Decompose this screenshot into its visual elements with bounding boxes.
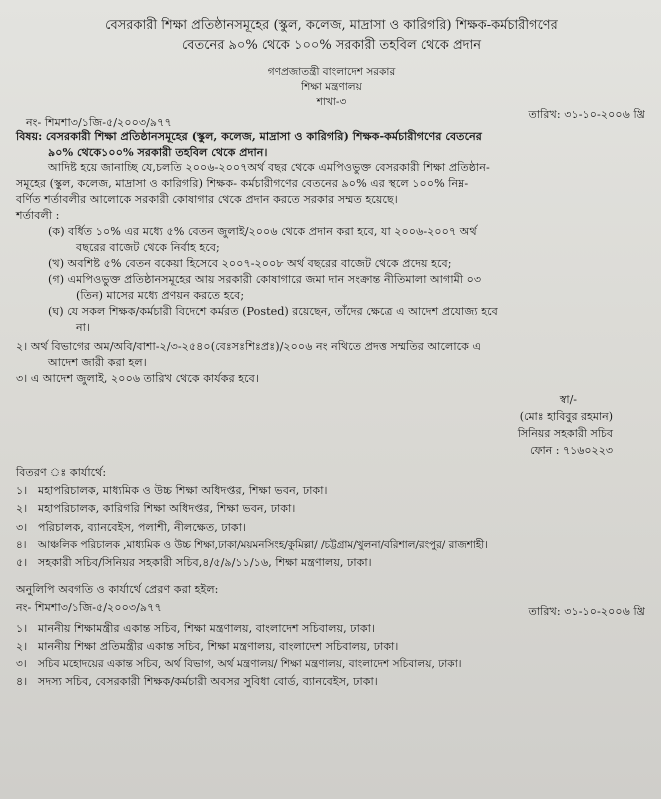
- signatory-phone: ফোন : ৭১৬০২২৩: [529, 444, 613, 458]
- heading-line-2: বেতনের ৯০% থেকে ১০০% সরকারী তহবিল থেকে প্রদান: [181, 37, 482, 53]
- memo-number: নং- শিমশা৩/১জি-৫/২০০৩/৯৭৭: [26, 115, 172, 129]
- list-item: ২। মহাপরিচালক, কারিগরি শিক্ষা অধিদপ্তর, শিক্ষা ভবন, ঢাকা।: [16, 502, 296, 516]
- heading-line-1: বেসরকারী শিক্ষা প্রতিষ্ঠানসমূহের (স্কুল, কলেজ, মাদ্রাসা ও কারিগরি) শিক্ষক-কর্মচারীগণের: [105, 18, 558, 33]
- copy-label: অনুলিপি অবগতি ও কার্যার্থে প্রেরণ করা হইল:: [16, 582, 219, 596]
- list-item: ৪। আঞ্চলিক পরিচালক ,মাধ্যমিক ও উচ্চ শিক্ষা,ঢাকা/ময়মনসিংহ/কুমিল্লা/ /চট্টগ্রাম/খুলনা/বরিশাল/রংপুর/ রাজশাহী।: [16, 538, 488, 551]
- memo-date: তারিখ: ৩১-১০-২০০৬ খ্রি: [528, 107, 645, 121]
- copy-memo-number: নং- শিমশা৩/১জি-৫/২০০৩/৯৭৭: [16, 600, 162, 614]
- office-block: [16, 65, 647, 111]
- para2-line-2: আদেশ জারী করা হল।: [48, 356, 147, 370]
- list-item: ৩। পরিচালক, ব্যানবেইস, পলাশী, নীলক্ষেত, ঢাকা।: [16, 520, 246, 534]
- copy-memo-line: [16, 598, 647, 616]
- condition-ka-line-2: বছরের বাজেট থেকে নির্বাহ হবে;: [76, 241, 220, 254]
- para1-line-3: বর্ণিত শর্তাবলীর আলোকে সরকারী কোষাগার থেকে প্রদান করতে সরকার সম্মত হয়েছে।: [16, 193, 398, 207]
- condition-ka-line-1: (ক) বর্ধিত ১০% এর মধ্যে ৫% বেতন জুলাই/২০০৬ থেকে প্রদান করা হবে, যা ২০০৬-২০০৭ অর্থ: [48, 225, 477, 239]
- conditions-label: শর্তাবলী :: [16, 209, 60, 223]
- list-item: ৩। সচিব মহোদয়ের একান্ত সচিব, অর্থ বিভাগ, অর্থ মন্ত্রণালয়/ শিক্ষা মন্ত্রণালয়, বাংলাদেশ সচিবালয়, ঢাকা।: [16, 657, 462, 670]
- para2-line-1: ২। অর্থ বিভাগের অম/অবি/বাশা-২/৩-২৫৪০(বেঃসঃশিঃপ্রঃ)/২০০৬ নং নথিতে প্রদত্ত সম্মতির আলোকে এ: [16, 340, 481, 354]
- conditions-list: [16, 224, 647, 335]
- condition-ga-line-1: (গ) এমপিওভুক্ত প্রতিষ্ঠানসমূহের আয় সরকারী কোষাগারে জমা দান সংক্রান্ত নীতিমালা আগামী ০৩: [48, 272, 482, 286]
- body-paragraph-1: [16, 160, 647, 208]
- distribution-label: বিতরণ ঃ কার্যার্থে:: [16, 466, 107, 480]
- distribution-list: [16, 482, 647, 571]
- copy-list: [16, 620, 647, 692]
- subject-block: [16, 129, 647, 161]
- memo-line: [16, 107, 647, 129]
- list-item: ১। মহাপরিচালক, মাধ্যমিক ও উচ্চ শিক্ষা অধিদপ্তর, শিক্ষা ভবন, ঢাকা।: [16, 484, 328, 498]
- signatory-name: (মোঃ হাবিবুর রহমান): [519, 410, 613, 424]
- list-item: ৫। সহকারী সচিব/সিনিয়র সহকারী সচিব,৪/৫/৯/১১/১৬, শিক্ষা মন্ত্রণালয়, ঢাকা।: [16, 555, 372, 569]
- list-item: ১। মাননীয় শিক্ষামন্ত্রীর একান্ত সচিব, শিক্ষা মন্ত্রণালয়, বাংলাদেশ সচিবালয়, ঢাকা।: [16, 621, 375, 635]
- subject-line-2: ৯০% থেকে১০০% সরকারী তহবিল থেকে প্রদান।: [48, 144, 268, 159]
- section-name: শাখা-৩: [316, 96, 347, 109]
- signature-block: [16, 391, 647, 459]
- ministry-name: শিক্ষা মন্ত্রণালয়: [301, 81, 362, 94]
- subject-line-1: বেসরকারী শিক্ষা প্রতিষ্ঠানসমূহের (স্কুল, কলেজ, মাদ্রাসা ও কারিগরি) শিক্ষক-কর্মচারীগণের বেতনের: [45, 128, 482, 143]
- condition-gha-line-2: না।: [76, 320, 90, 334]
- signatory-designation: সিনিয়র সহকারী সচিব: [517, 427, 613, 441]
- government-name: গণপ্রজাতন্ত্রী বাংলাদেশ সরকার: [267, 66, 396, 78]
- para1-line-1: আদিষ্ট হয়ে জানাচ্ছি যে,চলতি ২০০৬-২০০৭অর্থ বছর থেকে এমপিওভুক্ত বেসরকারী শিক্ষা প্রতিষ্ঠান-: [48, 161, 490, 175]
- list-item: ২। মাননীয় শিক্ষা প্রতিমন্ত্রীর একান্ত সচিব, শিক্ষা মন্ত্রণালয়, বাংলাদেশ সচিবালয়, ঢাকা।: [16, 639, 399, 653]
- body-paragraph-2: [16, 339, 647, 371]
- copy-memo-date: তারিখ: ৩১-১০-২০০৬ খ্রি: [528, 604, 645, 618]
- signed-mark: স্বা/-: [559, 393, 577, 407]
- body-paragraph-3: ৩। এ আদেশ জুলাই, ২০০৬ তারিখ থেকে কার্যকর হবে।: [16, 372, 259, 386]
- subject-label: বিষয়:: [16, 128, 43, 143]
- condition-gha-line-1: (ঘ) যে সকল শিক্ষক/কর্মচারী বিদেশে কর্মরত (Posted) রয়েছেন, তাঁদের ক্ষেত্রে এ আদেশ প্রযোজ্য হবে: [48, 304, 498, 318]
- condition-ga-line-2: (তিন) মাসের মধ্যে প্রণয়ন করতে হবে;: [76, 288, 245, 302]
- para1-line-2: সমূহের (স্কুল, কলেজ, মাদ্রাসা ও কারিগরি) শিক্ষক- কর্মচারীগণের বেতনের ৯০% এর স্থলে ১০০% নিম্ন-: [16, 177, 469, 191]
- list-item: ৪। সদস্য সচিব, বেসরকারী শিক্ষক/কর্মচারী অবসর সুবিধা বোর্ড, ব্যানবেইস, ঢাকা।: [16, 675, 378, 688]
- condition-kha-line-1: (খ) অবশিষ্ট ৫% বেতন বকেয়া হিসেবে ২০০৭-২০০৮ অর্থ বছরের বাজেট থেকে প্রদেয় হবে;: [48, 256, 452, 270]
- document-heading: [16, 16, 647, 55]
